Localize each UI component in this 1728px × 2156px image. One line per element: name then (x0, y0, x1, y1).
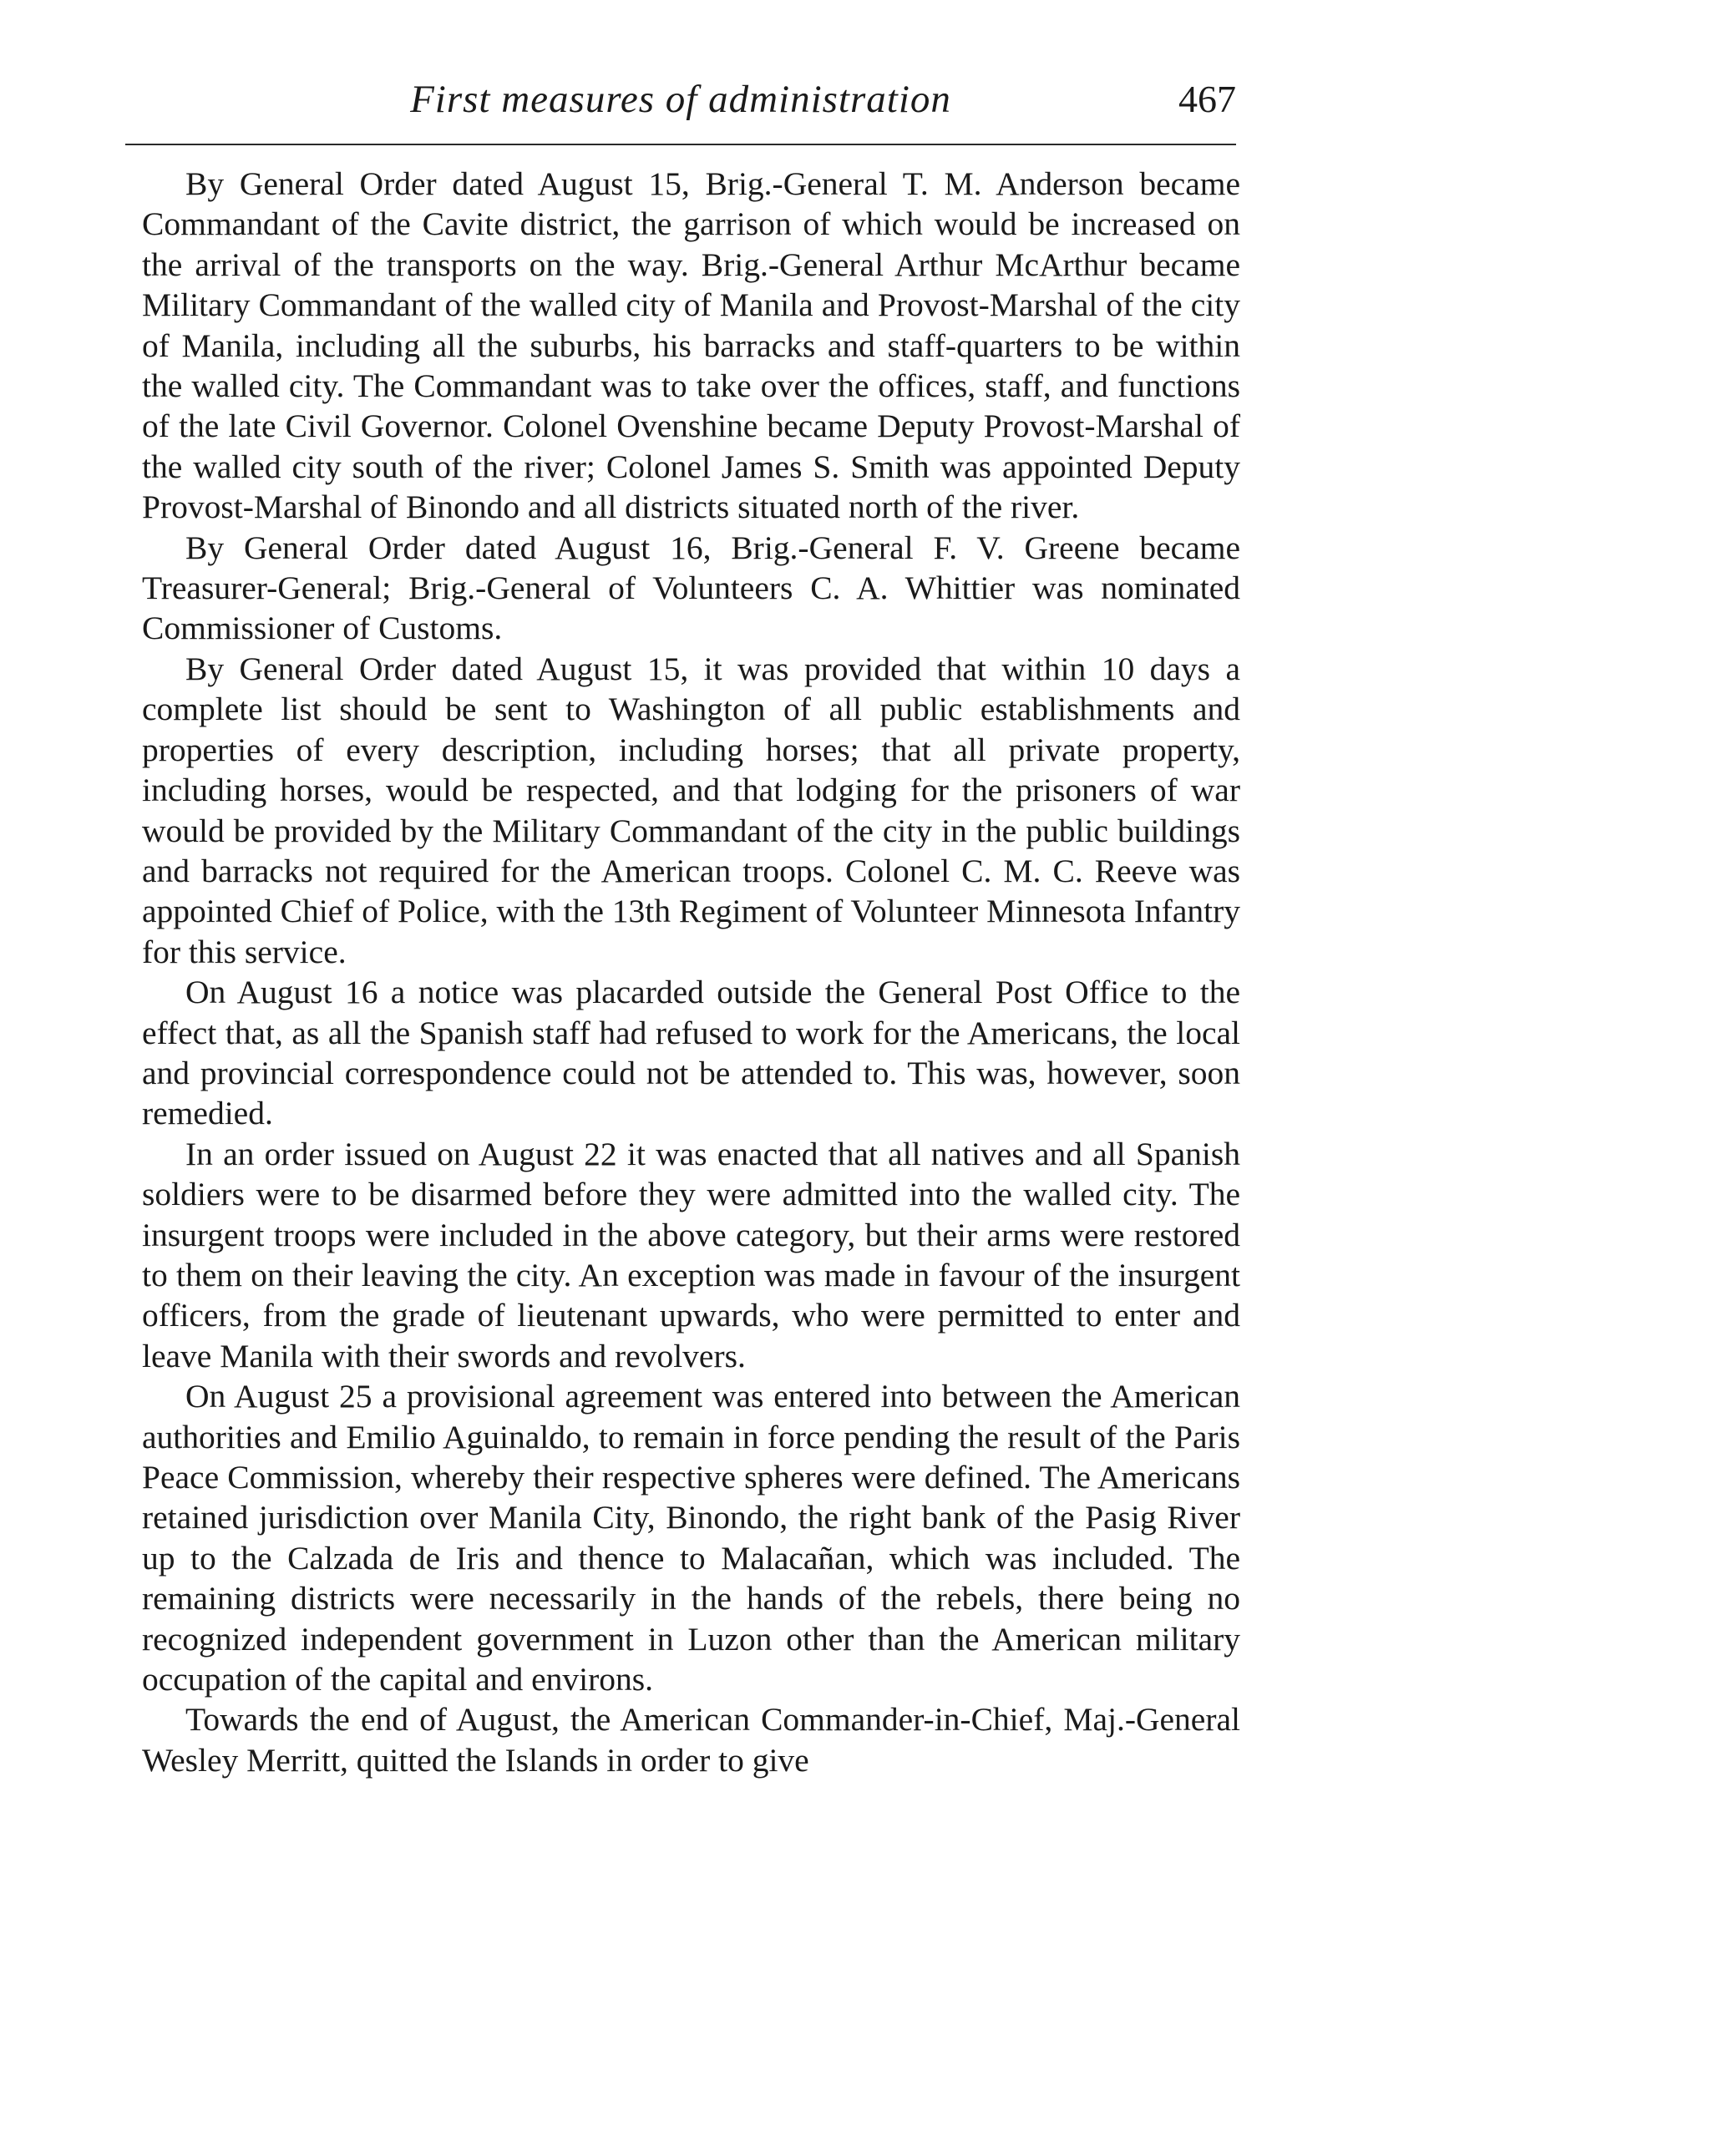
paragraph-disarmament-order: In an order issued on August 22 it was enacted that all natives and all Spanish soldiers were to be disarmed before they were admitted into the walled city. The insurgent troops were included in the above category, but their arms were restored to them on their leaving the city. An exception was made in favour of the insurgent officers, from the grade of lieutenant upwards, who were permitted to enter and leave Manila with their swords and revolvers. (142, 1135, 1240, 1374)
running-title: First measures of administration (410, 78, 951, 121)
paragraph-merritt-departure: Towards the end of August, the American Commander-in-Chief, Maj.-General Wesley Merritt, quitted the Islands in order to give (142, 1701, 1240, 1779)
paragraph-general-order-aug-15-properties: By General Order dated August 15, it was provided that within 10 days a complete list should be sent to Washington of all public establishments and properties of every description, including horses; that all private property, including horses, would be respected, and that lodging for the prisoners of war would be provided by the Military Commandant of the city in the public buildings and barracks not required for the American troops. Colonel C. M. C. Reeve was appointed Chief of Police, with the 13th Regiment of Volunteer Minnesota Infantry for this service. (142, 650, 1240, 970)
paragraph-general-order-aug-16-treasurer: By General Order dated August 16, Brig.-General F. V. Greene became Treasurer-General; Brig.-General of Volunteers C. A. Whittier was nominated Commissioner of Customs. (142, 529, 1240, 647)
page-number: 467 (1178, 78, 1236, 120)
paragraph-general-order-aug-15-commandants: By General Order dated August 15, Brig.-General T. M. Anderson became Commandant of the Cavite district, the garrison of which would be increased on the arrival of the transports on the way. Brig.-General Arthur McArthur became Military Commandant of the walled city of Manila and Provost-Marshal of the city of Manila, including all the suburbs, his barracks and staff-quarters to be within the walled city. The Commandant was to take over the offices, staff, and functions of the late Civil Governor. Colonel Ovenshine became Deputy Provost-Marshal of the walled city south of the river; Colonel James S. Smith was appointed Deputy Provost-Marshal of Binondo and all districts situated north of the river. (142, 165, 1240, 526)
body-text (142, 164, 1240, 1780)
paragraph-provisional-agreement: On August 25 a provisional agreement was entered into between the American authorities and Emilio Aguinaldo, to remain in force pending the result of the Paris Peace Commission, whereby their respective spheres were defined. The Americans retained jurisdiction over Manila City, Binondo, the right bank of the Pasig River up to the Calzada de Iris and thence to Malacañan, which was included. The remaining districts were necessarily in the hands of the rebels, there being no recognized independent government in Luzon other than the American military occupation of the capital and environs. (142, 1378, 1240, 1698)
header-rule (125, 144, 1236, 145)
paragraph-post-office-notice: On August 16 a notice was placarded outside the General Post Office to the effect that, as all the Spanish staff had refused to work for the Americans, the local and provincial correspondence could not be attended to. This was, however, soon remedied. (142, 974, 1240, 1132)
running-head (125, 77, 1236, 135)
